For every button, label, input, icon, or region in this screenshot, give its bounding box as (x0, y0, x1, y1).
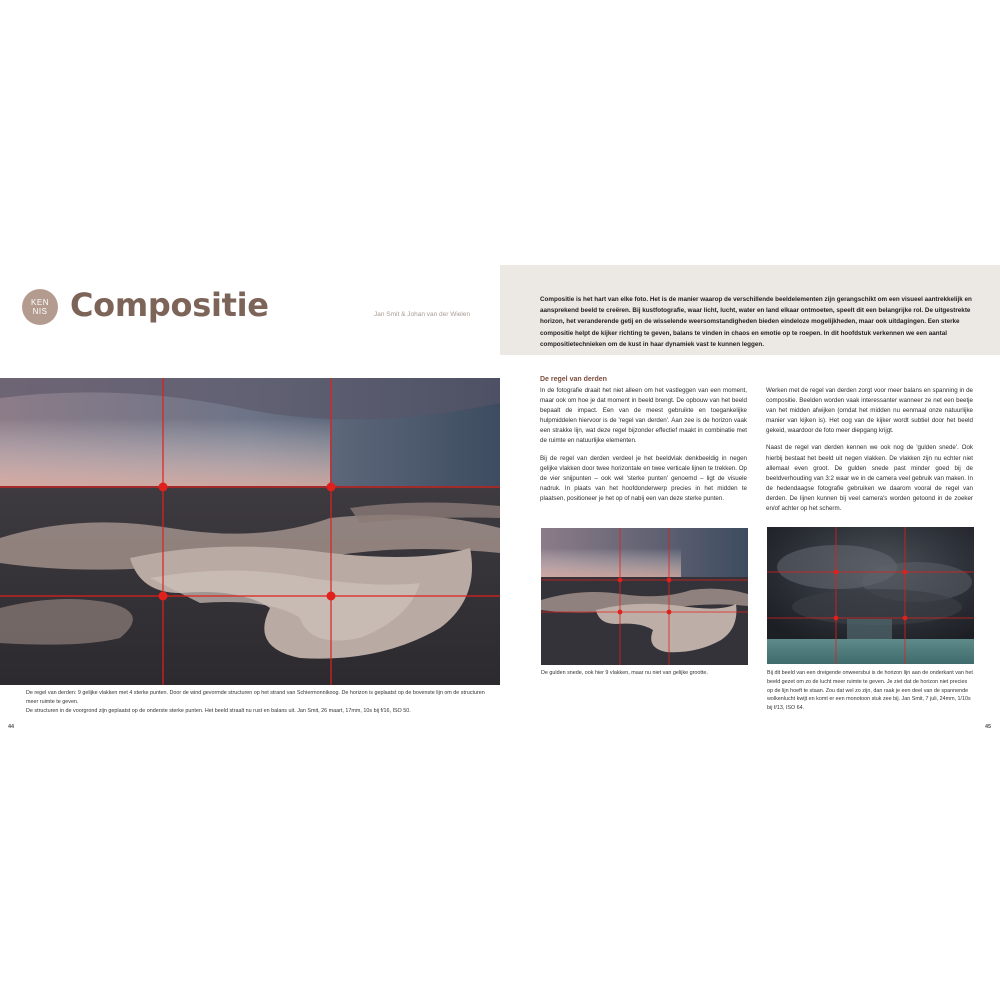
kennis-badge (22, 289, 58, 325)
col1-paragraph-1: In de fotografie draait het niet alleen om het vastleggen van een moment, maar ook om hoe je dat moment in beeld brengt. De opbouw van het beeld bepaalt de impact. Een van de meest gebruikte en toegankelijke hulpmiddelen hiervoor is de 'regel van derden'. Aan zee is de horizon vaak een strakke lijn, wat deze regel bijzonder effectief maakt in combinatie met de ruimte en natuurlijke elementen. (540, 387, 747, 445)
main-photo-caption (26, 689, 496, 715)
golden-ratio-photo (541, 528, 748, 665)
text-column-2 (766, 386, 973, 521)
main-caption-line-2: De structuren in de voorgrond zijn geplaatst op de onderste sterke punten. Het beeld straalt nu rust en balans uit. Jan Smit, 26 maart, 17mm, 10s bij f/16, ISO 50. (26, 707, 411, 714)
chapter-title: Compositie (70, 286, 269, 324)
page-number-left: 44 (8, 724, 15, 730)
badge-line-1: KEN (31, 298, 49, 307)
chapter-authors: Jan Smit & Johan van der Wielen (374, 311, 471, 318)
main-caption-line-1: De regel van derden: 9 gelijke vlakken met 4 sterke punten. Door de wind gevormde structuren op het strand van Schiermonnikoog. De horizon is geplaatst op de bovenste lijn om de structuren meer ruimte te geven. (26, 690, 485, 705)
intro-text: Compositie is het hart van elke foto. Het is de manier waarop de verschillende beeldelementen zijn gerangschikt om een visueel aantrekkelijk en aansprekend beeld te creëren. Bij kustfotografie, waar licht, lucht, water en land elkaar ontmoeten, speelt dit een belangrijke rol. De uitgestrekte horizon, het veranderende getij en de wisselende weersomstandigheden bieden eindeloze mogelijkheden, maar ook uitdagingen. Een sterke compositie helpt de kijker richting te geven, balans te vinden in chaos en emotie op te roepen. In dit hoofdstuk verkennen we een aantal compositietechnieken om de kust in haar dynamiek vast te kunnen leggen. (540, 296, 972, 348)
storm-photo (767, 527, 974, 664)
storm-caption: Bij dit beeld van een dreigende onweersbui is de horizon lijn aan de onderkant van het beeld gezet om zo de lucht meer ruimte te geven. Je ziet dat de horizon niet precies op de lijn hoeft te staan. Zou dat wel zo zijn, dan raak je een deel van de spannende wolkenlucht kwijt en komt er een monotoon stuk zee bij. Jan Smit, 7 juli, 24mm, 1/10s bij f/13, ISO 64. (767, 670, 973, 712)
section-heading: De regel van derden (540, 376, 607, 383)
text-column-1 (540, 386, 747, 511)
main-photo-beach (0, 378, 500, 685)
col1-paragraph-2: Bij de regel van derden verdeel je het beeldvlak denkbeeldig in negen gelijke vlakken door twee horizontale en twee verticale lijnen te trekken. Op de vier snijpunten – ook wel 'sterke punten' genoemd – ligt de visuele nadruk. In plaats van het hoofdonderwerp precies in het midden te plaatsen, positioneer je het op of nabij een van deze sterke punten. (540, 454, 747, 502)
page-number-right: 45 (985, 724, 992, 730)
intro-box (500, 265, 1000, 355)
golden-ratio-caption: De gulden snede, ook hier 9 vlakken, maar nu niet van gelijke grootte. (541, 670, 708, 676)
badge-line-2: NIS (32, 307, 48, 316)
col2-paragraph-2: Naast de regel van derden kennen we ook nog de 'gulden snede'. Ook hierbij bestaat het beeld uit negen vlakken. De vlakken zijn nu echter niet allemaal even groot. De gulden snede past minder goed bij de beeldverhouding van 3:2 waar we in de camera veel gebruik van maken. In de hedendaagse fotografie gebruiken we daarom vooral de regel van derden. De lijnen kunnen bij veel camera's worden getoond in de zoeker en/of achter op het scherm. (766, 444, 973, 513)
col2-paragraph-1: Werken met de regel van derden zorgt voor meer balans en spanning in de compositie. Beelden worden vaak interessanter wanneer ze net een beetje van het midden afwijken (omdat het midden nu eenmaal onze natuurlijke manier van kijken is). Het oog van de kijker wordt subtiel door het beeld gekeid, waardoor de foto meer diepgang krijgt. (766, 387, 973, 435)
